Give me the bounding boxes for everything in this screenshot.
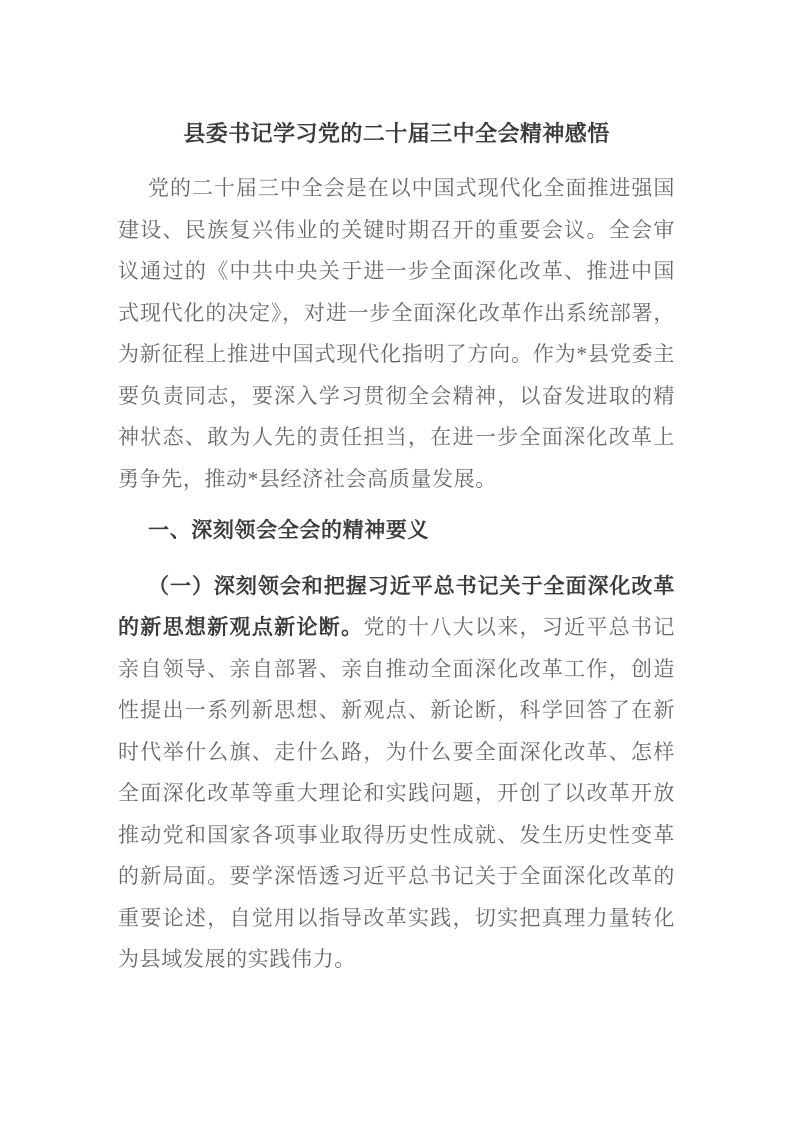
subsection-body-text: 党的十八大以来，习近平总书记亲自领导、亲自部署、亲自推动全面深化改革工作，创造性提出一系列新思想、新观点、新论断，科学回答了在新时代举什么旗、走什么路，为什么要全面深化改革、怎样全面深化改革等重大理论和实践问题，开创了以改革开放推动党和国家各项事业取得历史性成就、发生历史性变革的新局面。要学深悟透习近平总书记关于全面深化改革的重要论述，自觉用以指导改革实践，切实把真理力量转化为县域发展的实践伟力。 xyxy=(118,615,675,971)
intro-paragraph: 党的二十届三中全会是在以中国式现代化全面推进强国建设、民族复兴伟业的关键时期召开的重要会议。全会审议通过的《中共中央关于进一步全面深化改革、推进中国式现代化的决定》，对进一步全面深化改革作出系统部署，为新征程上推进中国式现代化指明了方向。作为*县党委主要负责同志，要深入学习贯彻全会精神，以奋发进取的精神状态、敢为人先的责任担当，在进一步全面深化改革上勇争先，推动*县经济社会高质量发展。 xyxy=(118,176,675,491)
document-title: 县委书记学习党的二十届三中全会精神感悟 xyxy=(183,121,610,146)
section-heading: 一、深刻领会全会的精神要义 xyxy=(148,518,430,542)
subsection-lead-bold: （一）深刻领会和把握习近平总书记关于全面深化改革的新思想新观点新论断。 xyxy=(118,573,675,639)
subsection-paragraph xyxy=(118,566,675,981)
